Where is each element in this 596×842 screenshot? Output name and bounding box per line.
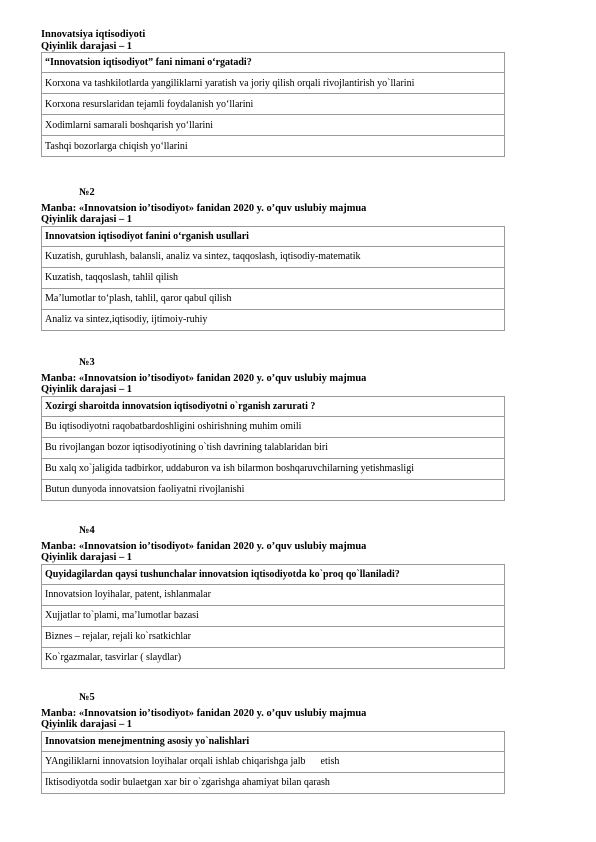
question-table: [41, 396, 505, 501]
document-title: Innovatsiya iqtisodiyoti: [41, 29, 146, 40]
question-block-4: [41, 525, 505, 669]
answer-option: Innovatsion loyihalar, patent, ishlanmalar: [42, 584, 505, 605]
question-table: [41, 52, 505, 157]
answer-option: Bu iqtisodiyotni raqobatbardoshligini oshirishning muhim omili: [42, 416, 505, 437]
answer-option: Ma’lumotlar to‘plash, tahlil, qaror qabul qilish: [42, 288, 505, 309]
answer-option: Bu xalq xo`jaligida tadbirkor, uddaburon va ish bilarmon boshqaruvchilarning yetishmasligi: [42, 458, 505, 479]
difficulty-level: Qiyinlik darajasi – 1: [41, 384, 132, 395]
difficulty-level: Qiyinlik darajasi – 1: [41, 719, 132, 730]
answer-option: Xodimlarni samarali boshqarish yo‘llarini: [42, 115, 505, 136]
question-number: №3: [79, 357, 95, 368]
answer-option: Biznes – rejalar, rejali ko`rsatkichlar: [42, 626, 505, 647]
answer-option: YAngiliklarni innovatsion loyihalar orqali ishlab chiqarishga jalb etish: [42, 751, 505, 772]
question-number: №5: [79, 692, 95, 703]
answer-option: Bu rivojlangan bozor iqtisodiyotining o`tish davrining talablaridan biri: [42, 437, 505, 458]
difficulty-level: Qiyinlik darajasi – 1: [41, 552, 132, 563]
source-line: Manba: «Innovatsion io’tisodiyot» fanidan 2020 y. o’quv uslubiy majmua: [41, 707, 367, 719]
source-line: Manba: «Innovatsion io’tisodiyot» fanidan 2020 y. o’quv uslubiy majmua: [41, 202, 367, 214]
question-text: Innovatsion menejmentning asosiy yo`nalishlari: [42, 731, 505, 751]
answer-option: Kuzatish, taqqoslash, tahlil qilish: [42, 267, 505, 288]
question-block-3: [41, 357, 505, 501]
question-table: [41, 731, 505, 794]
question-number: №2: [79, 187, 95, 198]
question-text: Xozirgi sharoitda innovatsion iqtisodiyotni o`rganish zarurati ?: [42, 396, 505, 416]
question-text: Innovatsion iqtisodiyot fanini o‘rganish usullari: [42, 226, 505, 246]
difficulty-level: Qiyinlik darajasi – 1: [41, 214, 132, 225]
answer-option: Iktisodiyotda sodir bulaetgan xar bir o`zgarishga ahamiyat bilan qarash: [42, 772, 505, 793]
answer-option: Korxona va tashkilotlarda yangiliklarni yaratish va joriy qilish orqali rivojlantirish yo`llarini: [42, 73, 505, 94]
answer-option: Korxona resurslaridan tejamli foydalanish yo‘llarini: [42, 94, 505, 115]
question-text: Quyidagilardan qaysi tushunchalar innovatsion iqtisodiyotda ko`proq qo`llaniladi?: [42, 564, 505, 584]
question-block-5: [41, 692, 505, 794]
question-table: [41, 564, 505, 669]
source-line: Manba: «Innovatsion io’tisodiyot» fanidan 2020 y. o’quv uslubiy majmua: [41, 372, 367, 384]
answer-option: Ko`rgazmalar, tasvirlar ( slaydlar): [42, 647, 505, 668]
difficulty-level: Qiyinlik darajasi – 1: [41, 40, 132, 52]
question-number: №4: [79, 525, 95, 536]
answer-option: Xujjatlar to`plami, ma’lumotlar bazasi: [42, 605, 505, 626]
answer-option: Tashqi bozorlarga chiqish yo‘llarini: [42, 136, 505, 157]
question-block-1: [41, 29, 505, 157]
answer-option: Analiz va sintez,iqtisodiy, ijtimoiy-ruhiy: [42, 309, 505, 330]
answer-option: Kuzatish, guruhlash, balansli, analiz va sintez, taqqoslash, iqtisodiy-matematik: [42, 246, 505, 267]
question-table: [41, 226, 505, 331]
question-text: “Innovatsion iqtisodiyot” fani nimani o‘rgatadi?: [42, 53, 505, 73]
answer-option: Butun dunyoda innovatsion faoliyatni rivojlanishi: [42, 479, 505, 500]
source-line: Manba: «Innovatsion io’tisodiyot» fanidan 2020 y. o’quv uslubiy majmua: [41, 540, 367, 552]
question-block-2: [41, 187, 505, 331]
